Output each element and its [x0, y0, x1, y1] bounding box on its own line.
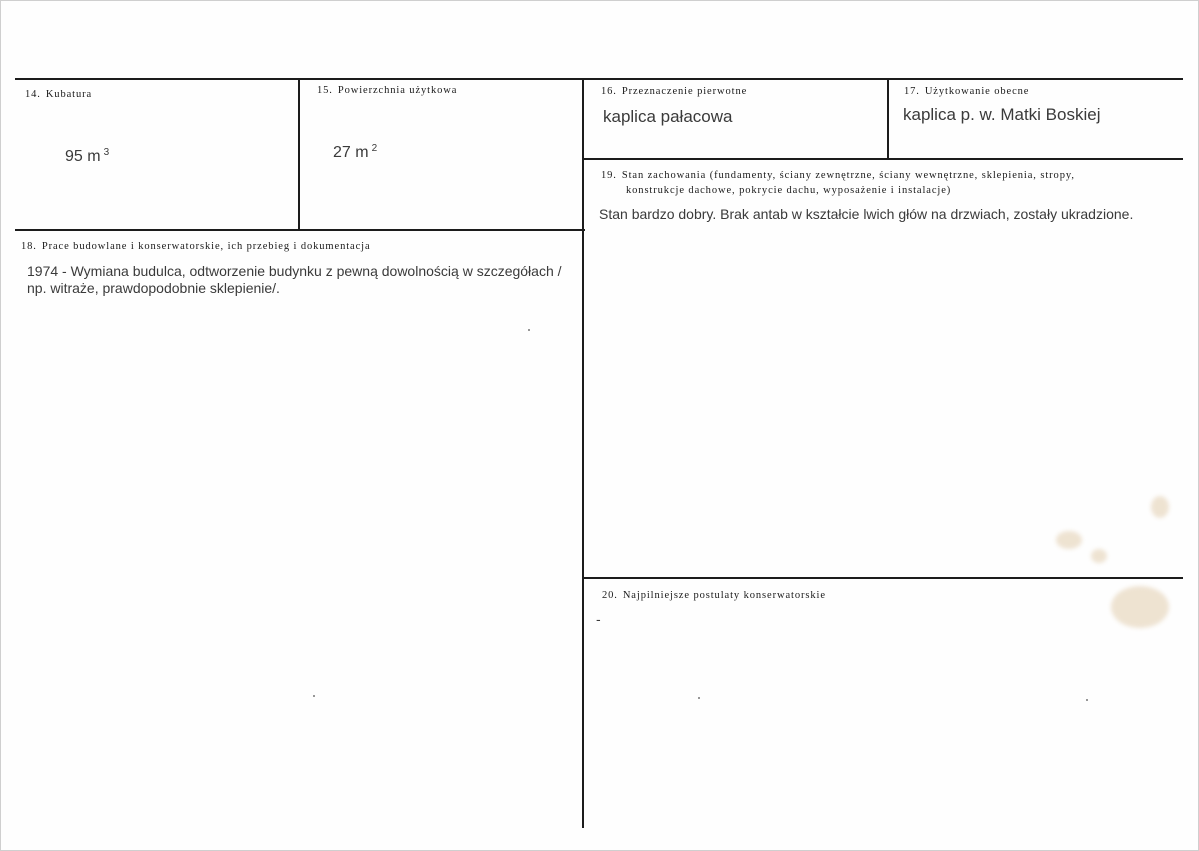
field-value-uzytkowanie: kaplica p. w. Matki Boskiej [903, 105, 1101, 124]
field-label-prace-budowlane: 18. Prace budowlane i konserwatorskie, ich przebieg i dokumentacja [21, 241, 371, 252]
field-label-przeznaczenie: 16. Przeznaczenie pierwotne [601, 86, 748, 97]
field-label-postulaty: 20. Najpilniejsze postulaty konserwatorskie [602, 590, 826, 601]
paper-speck [528, 329, 530, 331]
paper-speck [313, 695, 315, 697]
paper-speck [698, 697, 700, 699]
rule-left-mid [15, 229, 585, 231]
divider-center [582, 78, 584, 828]
paper-stain [1091, 549, 1107, 563]
divider-14-15 [298, 78, 300, 230]
table-top-rule [15, 78, 1183, 80]
field-label-kubatura: 14. Kubatura [25, 89, 93, 100]
rule-right-mid [583, 158, 1183, 160]
field-label-stan-zachowania: 19. Stan zachowania (fundamenty, ściany zewnętrzne, ściany wewnętrzne, sklepienia, stropy, [601, 170, 1075, 181]
field-value-kubatura: 95 m $^3$ [65, 146, 110, 165]
divider-16-17 [887, 78, 889, 159]
field-label-uzytkowanie: 17. Użytkowanie obecne [904, 86, 1030, 97]
field-value-przeznaczenie: kaplica pałacowa [603, 107, 733, 126]
paper-stain [1151, 496, 1169, 518]
paper-stain [1111, 586, 1169, 628]
field-value-prace-line2: np. witraże, prawdopodobnie sklepienie/. [27, 280, 280, 296]
field-value-stan-zachowania: Stan bardzo dobry. Brak antab w kształcie lwich głów na drzwiach, zostały ukradzione. [599, 206, 1134, 222]
paper-speck [1086, 699, 1088, 701]
rule-right-lower [583, 577, 1183, 579]
paper-stain [1056, 531, 1082, 549]
field-value-prace-line1: 1974 - Wymiana budulca, odtworzenie budynku z pewną dowolnością w szczegółach / [27, 263, 562, 279]
field-label-powierzchnia: 15. Powierzchnia użytkowa [317, 85, 458, 96]
field-label-stan-zachowania-cont: konstrukcje dachowe, pokrycie dachu, wyposażenie i instalacje) [626, 185, 952, 196]
field-value-postulaty: - [596, 611, 601, 627]
field-value-powierzchnia: 27 m $^2$ [333, 142, 378, 161]
